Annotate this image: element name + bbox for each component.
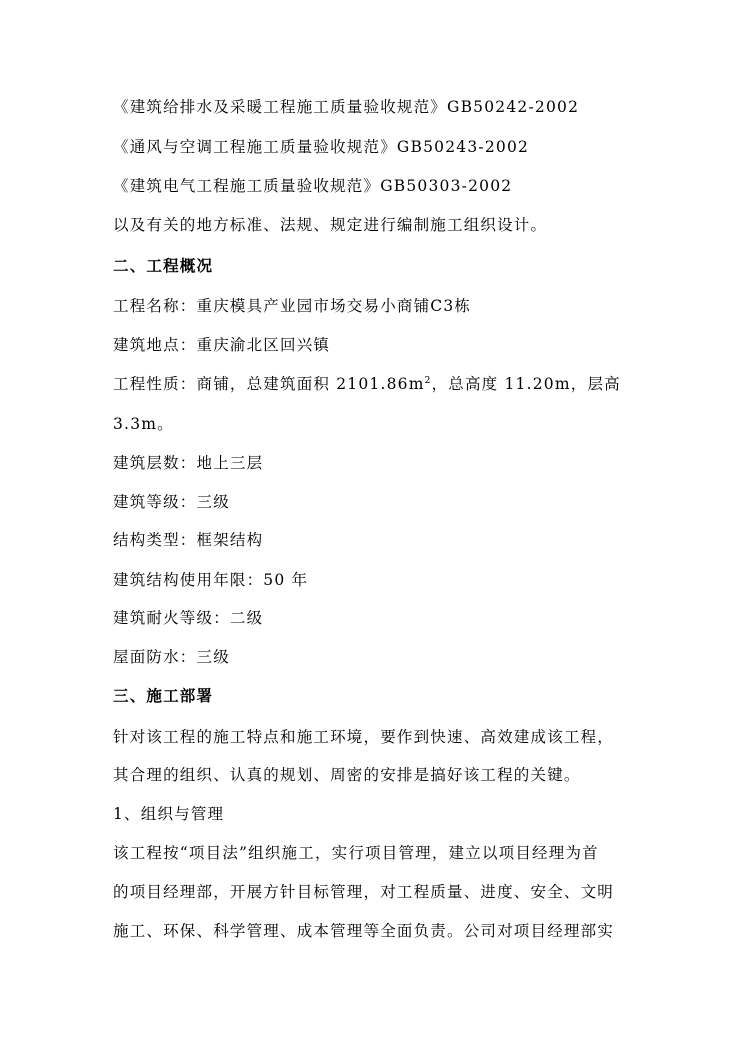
fire-rating: 建筑耐火等级：二级 xyxy=(113,609,264,627)
deployment-intro-line1: 针对该工程的施工特点和施工环境，要作到快速、高效建成该工程， xyxy=(113,728,615,746)
project-nature-height: ，总高度 11.20m，层高 xyxy=(431,375,621,393)
project-nature-continued: 3.3m。 xyxy=(113,415,174,433)
standard-gb50303: 《建筑电气工程施工质量验收规范》GB50303-2002 xyxy=(113,177,513,195)
roof-waterproof: 屋面防水：三级 xyxy=(113,648,230,666)
subsection-heading-organization: 1、组织与管理 xyxy=(113,805,225,823)
standards-note: 以及有关的地方标准、法规、规定进行编制施工组织设计。 xyxy=(113,216,548,234)
project-location: 建筑地点：重庆渝北区回兴镇 xyxy=(113,336,331,354)
organization-line1: 该工程按“项目法”组织施工，实行项目管理，建立以项目经理为首 xyxy=(113,844,599,862)
standard-gb50243: 《通风与空调工程施工质量验收规范》GB50243-2002 xyxy=(113,138,530,156)
section-heading-deployment: 三、施工部署 xyxy=(113,687,214,705)
project-nature xyxy=(113,374,621,394)
building-grade: 建筑等级：三级 xyxy=(113,493,230,511)
project-nature-text: 工程性质：商铺，总建筑面积 2101.86m xyxy=(113,375,425,393)
structure-type: 结构类型：框架结构 xyxy=(113,531,264,549)
section-heading-overview: 二、工程概况 xyxy=(113,257,214,275)
area-unit-superscript: 2 xyxy=(424,375,432,386)
deployment-intro-line2: 其合理的组织、认真的规划、周密的安排是搞好该工程的关键。 xyxy=(113,766,581,784)
standard-gb50242: 《建筑给排水及采暖工程施工质量验收规范》GB50242-2002 xyxy=(113,98,580,116)
project-name: 工程名称：重庆模具产业园市场交易小商铺C3栋 xyxy=(113,297,472,315)
service-life: 建筑结构使用年限：50 年 xyxy=(113,571,309,589)
organization-line2: 的项目经理部，开展方针目标管理，对工程质量、进度、安全、文明 xyxy=(113,883,615,901)
building-floors: 建筑层数：地上三层 xyxy=(113,454,264,472)
organization-line3: 施工、环保、科学管理、成本管理等全面负责。公司对项目经理部实 xyxy=(113,922,615,940)
